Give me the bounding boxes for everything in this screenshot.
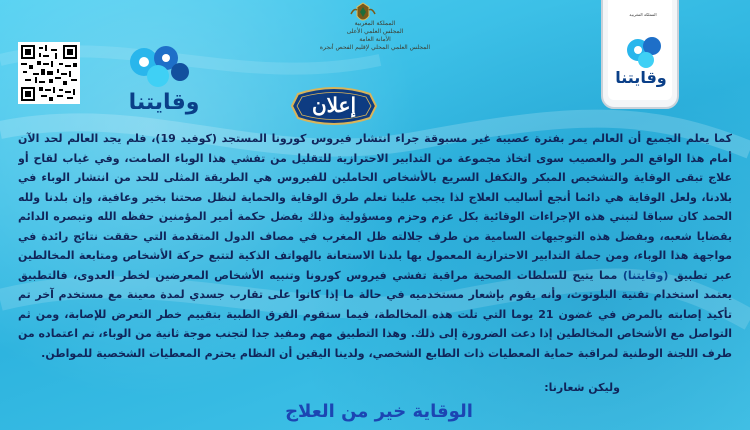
phone-brand-text: وقايتنا <box>615 68 667 87</box>
body-text: كما يعلم الجميع أن العالم يمر بفترة عصيبة غير مسبوقة جراء انتشار فيروس كورونا المستجد (كوفيد 19)، فلم يجد العالم لحد الآن أمام هذا الواقع المر والعصيب سوى اتخاذ مجموعة من التدابير الاحترازية للتقليل من تفشي هذا الوباء الصامت، وفي غياب لقاح أو علاج تبقى الوقاية والتشخيص المبكر والتكفل السريع بالأشخاص الحاملين للفيروس هي الطريقة المثلى للحد من انتشار الوباء في بلادنا، ولعل الوقاية هي دائما أنجع أساليب العلاج لذا يجب علينا تعلم طرق الوقاية والحماية لنظل صحتنا بخير وعافية، وإن بلدنا ولله الحمد كان سباقا لتبني هذه الإجراءات الوقائية بكل عزم وحزم ومسؤولية وذلك بفضل حكمة أمير المؤمنين حفظه الله وتبصره الدائم بقضايا شعبه، وبفضل هذه التوجيهات السامية من طرف جلالته ظل المغرب في مصاف الدول المتقدمة التي حققت نتائج رائدة في مواجهة هذا الوباء، ومن جملة التدابير الاحترازية المعمول بها بلدنا الاستعانة بالهواتف الذكية لتتبع حركة الأشخاص ومتابعة المخالطين عبر تطبيق <box>18 132 732 282</box>
ministry-line: الأمانة العامة <box>359 36 391 43</box>
ministry-header <box>300 20 450 52</box>
qr-code-icon <box>18 42 80 104</box>
ministry-line: المجلس العلمي المحلي لإقليم الفحص أنجرة <box>319 44 431 51</box>
closing-intro: وليكن شعارنا: <box>544 381 620 394</box>
phone-header-text: المملكة المغربية <box>629 12 657 17</box>
ministry-line: المجلس العلمي الأعلى <box>346 28 404 35</box>
announcement-body <box>18 129 732 379</box>
body-text: مما يتيح للسلطات الصحية مراقبة تفشي فيروس كورونا وتنبيه الأشخاص المعرضين لخطر العدوى، فالتطبيق يعتمد استخدام تقنية البلوتوث، وأنه يقوم بإشعار مستخدميه في حالة ما إذا كانوا على تقارب جسدي لمدة معينة مع مستخدم آخر تم تأكيد إصابته بالمرض في غضون 21 يوما التي تلت هذه المخالطة، فيما ستقوم الفرق الطبية بتقييم خطر التعرض للإصابة، ومن ثم التواصل مع الأشخاص المخالطين إذا دعت الضرورة إلى ذلك. وهذا التطبيق مهم ومفيد جدا لتجنب موجة ثانية من الوباء، تم اعتماده من طرف اللجنة الوطنية لمراقبة حماية المعطيات ذات الطابع الشخصي، ولدينا اليقين أن النظام يحترم المعطيات الشخصية للمواطن. <box>18 268 732 360</box>
announcement-title: إعلان <box>311 93 357 117</box>
app-brand-text: وقايتنا <box>128 90 200 115</box>
app-logo <box>108 40 208 120</box>
app-logo-icon <box>108 40 208 92</box>
motto-slogan: الوقاية خير من العلاج <box>285 401 473 422</box>
ministry-line: المملكة المغربية <box>354 20 396 27</box>
app-name: (وقايتنا) <box>622 268 669 282</box>
announcement-badge <box>288 86 380 126</box>
phone-mockup <box>588 0 688 110</box>
